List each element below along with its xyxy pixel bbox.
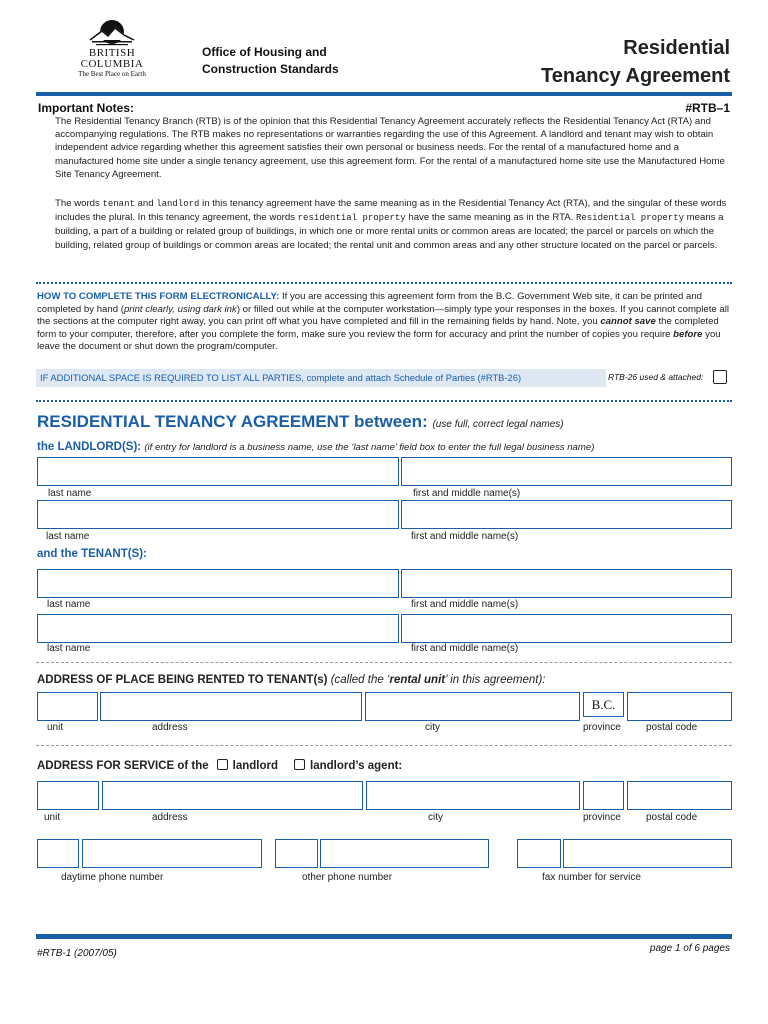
- bc-logo: [62, 18, 162, 88]
- landlord-1-last-name-input[interactable]: [37, 457, 399, 486]
- footer-form-id: #RTB-1 (2007/05): [37, 948, 117, 959]
- day-phone-number-input[interactable]: [82, 839, 262, 868]
- day-phone-area-input[interactable]: [37, 839, 79, 868]
- fax-number-input[interactable]: [563, 839, 732, 868]
- term-landlord: landlord: [156, 199, 200, 209]
- bc-logo-icon: [88, 18, 136, 48]
- rtb26-note: RTB-26 used & attached:: [608, 372, 704, 382]
- agreement-title: RESIDENTIAL TENANCY AGREEMENT between: (use full, correct legal names): [37, 412, 564, 431]
- landlord-1-first-name-input[interactable]: [401, 457, 732, 486]
- footer-rule: [36, 934, 732, 939]
- tenant-2-first-label: first and middle name(s): [411, 643, 519, 654]
- logo-tagline: The Best Place on Earth: [78, 70, 146, 78]
- header-rule: [36, 92, 732, 96]
- office-line-1: Office of Housing and: [202, 45, 327, 59]
- service-province-input[interactable]: [583, 781, 624, 810]
- other-phone-number-input[interactable]: [320, 839, 489, 868]
- rental-city-label: city: [425, 722, 440, 733]
- landlord-2-first-name-input[interactable]: [401, 500, 732, 529]
- logo-line-1: BRITISH: [88, 47, 136, 59]
- term-residential-property-2: Residential property: [575, 213, 685, 224]
- rental-address-input[interactable]: [100, 692, 362, 721]
- dotted-divider: [36, 282, 732, 284]
- landlord-1-last-label: last name: [48, 488, 92, 499]
- logo-line-2: COLUMBIA: [80, 58, 144, 70]
- notes-paragraph-1: The Residential Tenancy Branch (RTB) is of the opinion that this Residential Tenancy Agreement accurately reflects the Residential Tenancy Act (RTA) and accompanying regulations. The RTB makes no representations or warranties regarding the use of this Agreement. A landlord and tenant may wish to obtain independent advice regarding whether this agreement satisfies their own personal or business needs. For the rental of a manufactured home and a manufactured home site under a single tenancy agreement, use this agreement form. For the rental of a manufactured home site use the Manufactured Home Site Tenancy Agreement.: [55, 116, 725, 180]
- rental-address-label-text: address: [152, 722, 188, 733]
- rental-postal-code-input[interactable]: [627, 692, 732, 721]
- service-unit-input[interactable]: [37, 781, 99, 810]
- footer-page-number: page 1 of 6 pages: [649, 943, 730, 954]
- tenant-2-last-name-input[interactable]: [37, 614, 399, 643]
- howto-heading: HOW TO COMPLETE THIS FORM ELECTRONICALLY:: [37, 291, 280, 302]
- notes-paragraph-2: The words tenant and landlord in this tenancy agreement have the same meaning as in the Residential Tenancy Act (RTA), and the singular of these words includes the plural. In this tenancy agreement, the words residential property have the same meaning as in the RTA. Residential property means a building, a part of a building or related group of buildings, in which one or more rental units or common areas are located; the parcel or parcels on which the building, related group of buildings or common areas are located; the rental unit and common areas and any other structure located on the parcel or parcels.: [55, 198, 727, 251]
- landlord-2-first-label: first and middle name(s): [411, 531, 519, 542]
- dashed-divider-2: [36, 745, 732, 746]
- service-landlord-checkbox[interactable]: [217, 759, 228, 770]
- term-tenant: tenant: [102, 199, 135, 209]
- other-phone-area-input[interactable]: [275, 839, 318, 868]
- rental-unit-input[interactable]: [37, 692, 98, 721]
- rental-province-label: province: [583, 722, 621, 733]
- fax-label: fax number for service: [542, 872, 641, 883]
- form-code: #RTB–1: [685, 101, 730, 115]
- office-line-2: Construction Standards: [202, 62, 339, 76]
- rental-unit-label: unit: [47, 722, 64, 733]
- rental-city-input[interactable]: [365, 692, 580, 721]
- title-line-1: Residential: [623, 37, 730, 59]
- landlord-1-first-label: first and middle name(s): [413, 488, 521, 499]
- service-address-input[interactable]: [102, 781, 363, 810]
- tenant-label: and the TENANT(S):: [37, 548, 147, 560]
- landlord-2-last-label: last name: [46, 531, 90, 542]
- rental-province-value: B.C.: [583, 692, 624, 717]
- service-city-label: city: [428, 812, 443, 823]
- howto-paragraph: HOW TO COMPLETE THIS FORM ELECTRONICALLY: If you are accessing this agreement form from the B.C. Government Web site, it can be printed and completed by hand (print clearly, using dark ink) or filled out while at the computer workstation—simply type your responses in the boxes. If you cannot complete all the sections at the computer right away, you can print off what you have completed and fill in the remaining fields by hand. Note, you cannot save the completed form to your computer, therefore, after you complete the form, make sure you review the form for accuracy and print the number of copies you require before you leave the document or shut down the program/computer.: [37, 291, 729, 352]
- service-unit-label: unit: [44, 812, 61, 823]
- document-title: [541, 34, 730, 90]
- service-postal-label: postal code: [646, 812, 698, 823]
- rental-postal-label: postal code: [646, 722, 698, 733]
- dotted-divider-2: [36, 400, 732, 402]
- landlord-2-last-name-input[interactable]: [37, 500, 399, 529]
- service-city-input[interactable]: [366, 781, 580, 810]
- service-postal-code-input[interactable]: [627, 781, 732, 810]
- tenant-1-first-label: first and middle name(s): [411, 599, 519, 610]
- tenant-2-first-name-input[interactable]: [401, 614, 732, 643]
- day-phone-label: daytime phone number: [61, 872, 164, 883]
- fax-area-input[interactable]: [517, 839, 561, 868]
- title-line-2: Tenancy Agreement: [541, 65, 730, 87]
- rtb26-checkbox[interactable]: [713, 370, 727, 384]
- landlord-label: the LANDLORD(S): (if entry for landlord is a business name, use the ‘last name’ field box to enter the full legal business name): [37, 441, 595, 453]
- additional-parties-bar: IF ADDITIONAL SPACE IS REQUIRED TO LIST ALL PARTIES, complete and attach Schedule of Parties (#RTB-26): [36, 369, 606, 387]
- other-phone-label: other phone number: [302, 872, 393, 883]
- term-residential-property: residential property: [297, 213, 406, 224]
- tenant-1-last-label: last name: [47, 599, 91, 610]
- dashed-divider-1: [36, 662, 732, 663]
- service-address-label: ADDRESS FOR SERVICE of the landlord landlord’s agent:: [37, 760, 403, 772]
- office-name: [202, 44, 339, 78]
- rental-address-label: ADDRESS OF PLACE BEING RENTED TO TENANT(s) (called the ‘rental unit’ in this agreement):: [37, 674, 546, 686]
- tenant-2-last-label: last name: [47, 643, 91, 654]
- tenant-1-last-name-input[interactable]: [37, 569, 399, 598]
- tenant-1-first-name-input[interactable]: [401, 569, 732, 598]
- service-address-label-text: address: [152, 812, 188, 823]
- notes-heading: Important Notes:: [38, 101, 134, 115]
- service-agent-checkbox[interactable]: [294, 759, 305, 770]
- service-province-label: province: [583, 812, 621, 823]
